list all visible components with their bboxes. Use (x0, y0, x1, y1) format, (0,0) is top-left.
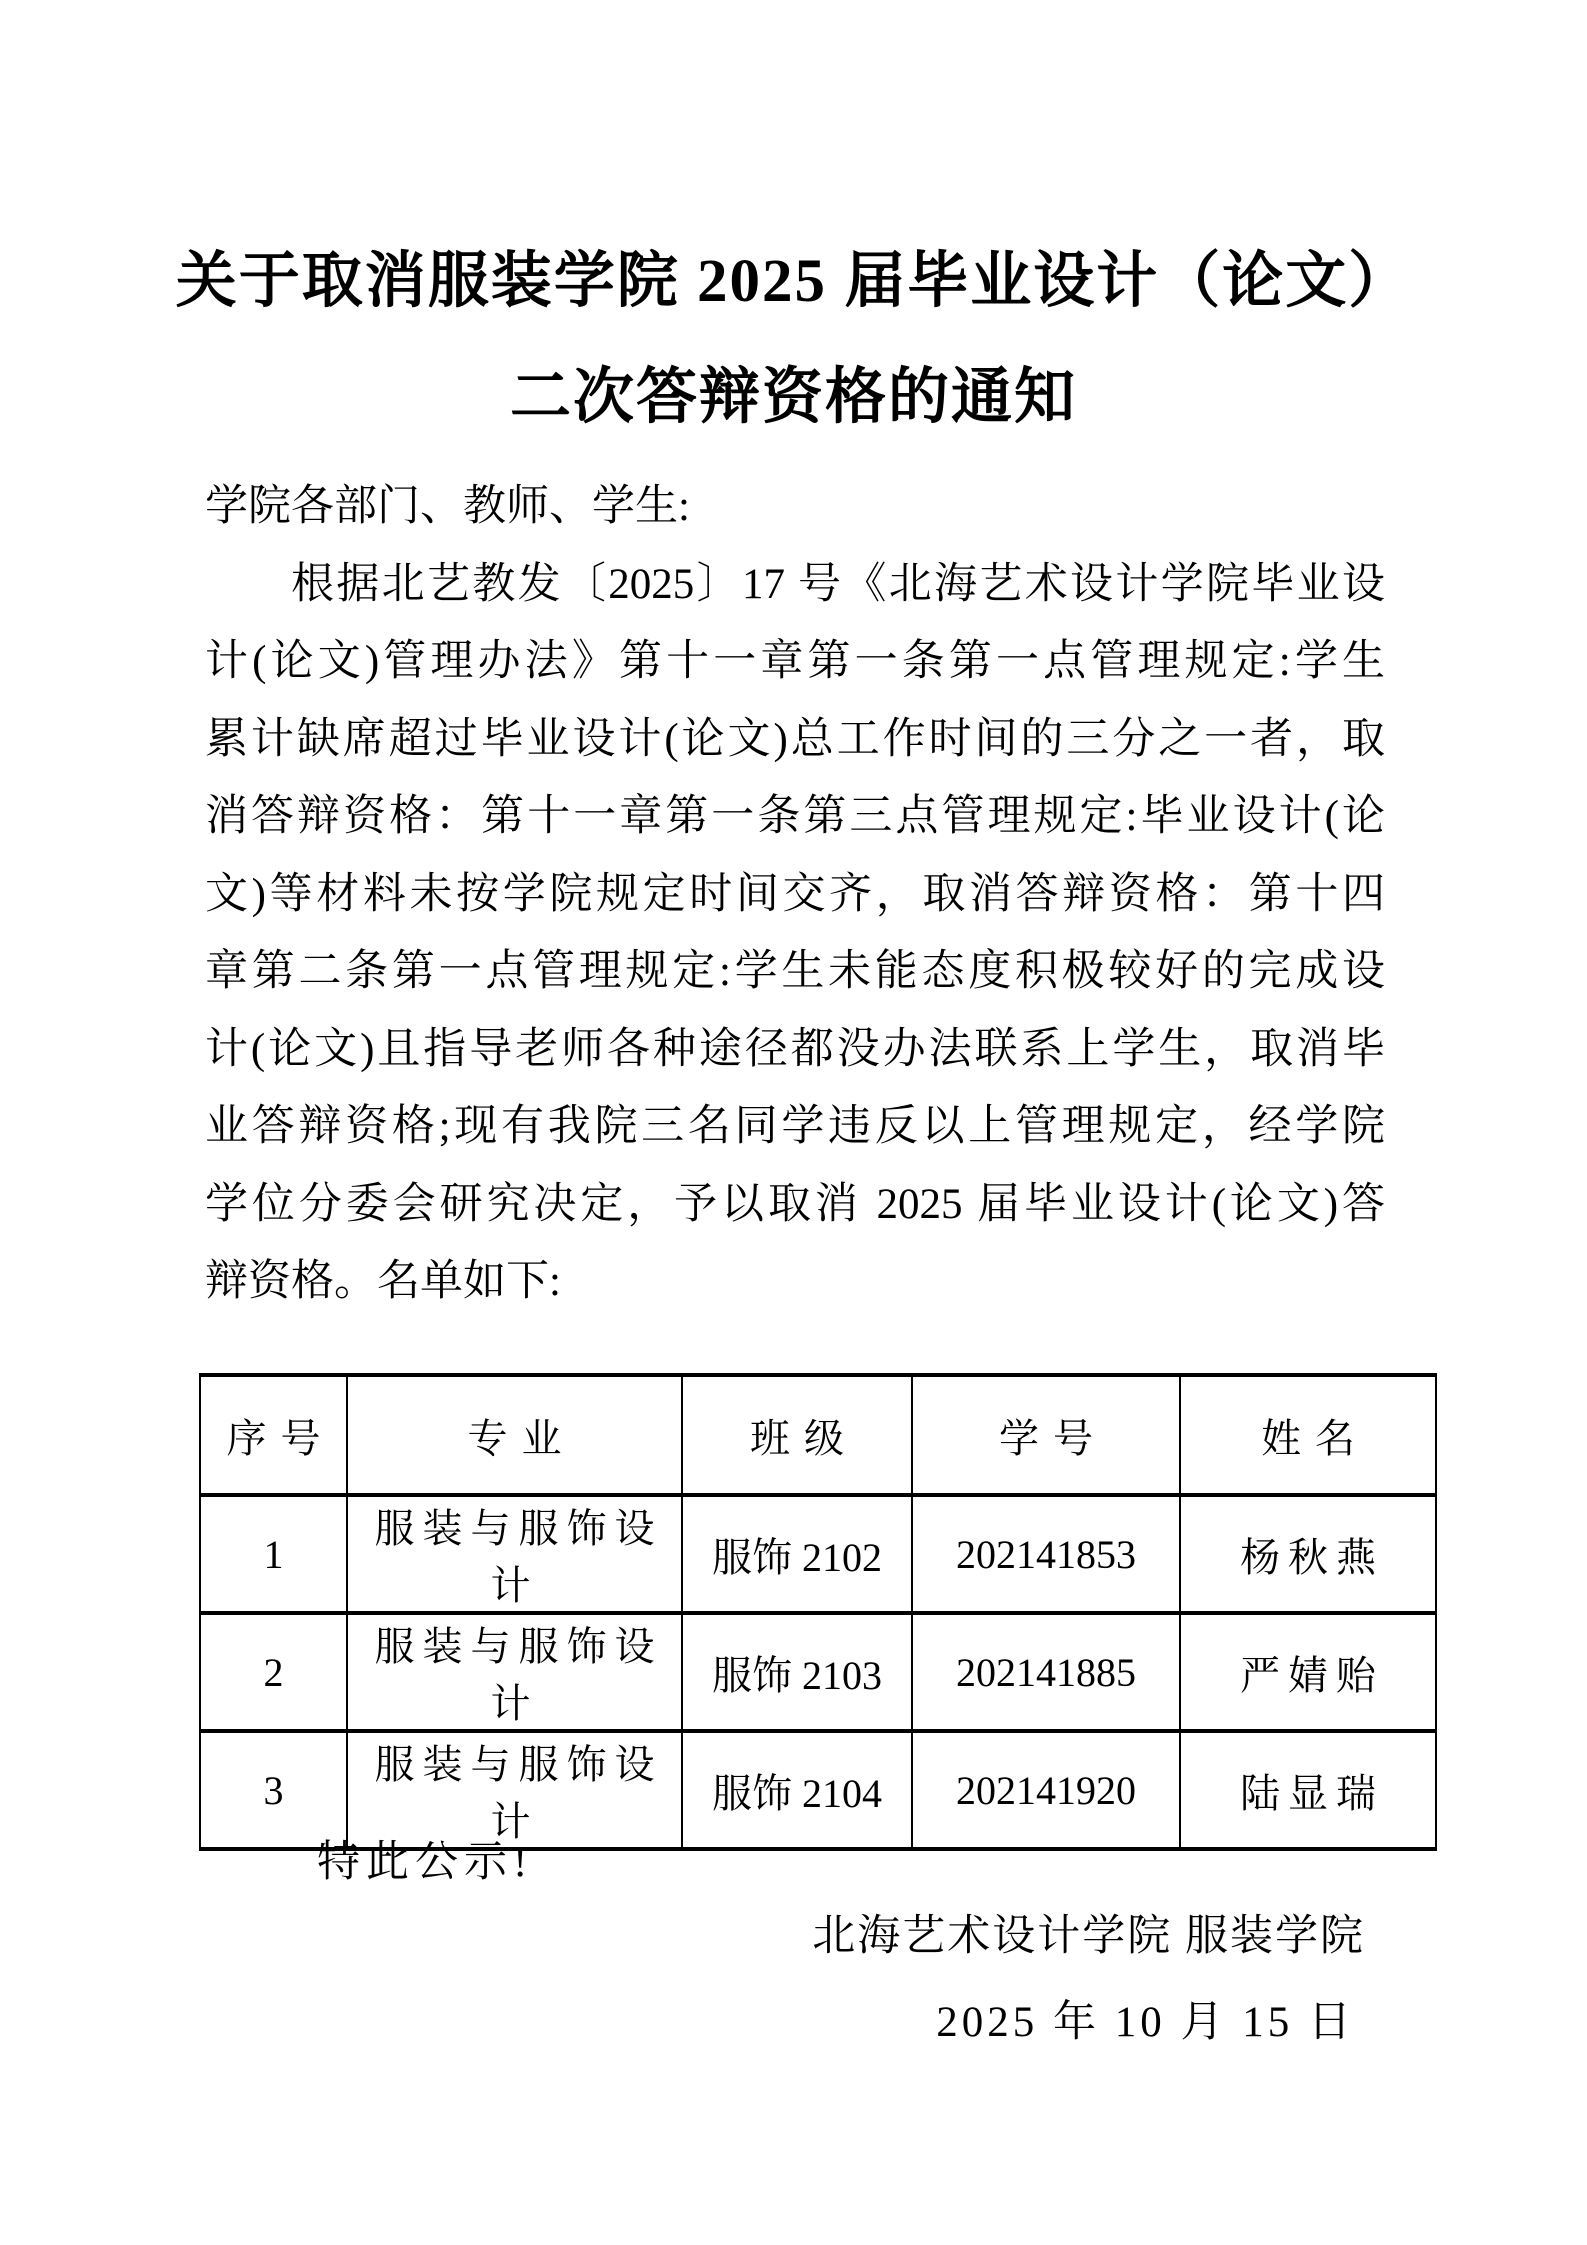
cell-index: 2 (200, 1613, 347, 1731)
header-cell-student-id: 学号 (912, 1375, 1180, 1495)
cell-major: 服装与服饰设计 (347, 1495, 682, 1613)
table-header-row (200, 1375, 1436, 1495)
doc-title-line-1: 关于取消服装学院 2025 届毕业设计（论文） (175, 248, 1412, 315)
closing-statement: 特此公示! (317, 1839, 534, 1886)
cell-name: 陆显瑞 (1180, 1731, 1436, 1849)
body-line-1: 根据北艺教发〔2025〕17 号《北海艺术设计学院毕业设 (291, 560, 1385, 608)
body-line-9: 学位分委会研究决定，予以取消 2025 届毕业设计(论文)答 (205, 1180, 1385, 1228)
cell-class: 服饰 2104 (682, 1731, 912, 1849)
body-line-3: 累计缺席超过毕业设计(论文)总工作时间的三分之一者，取 (205, 715, 1385, 763)
cell-student-id: 202141920 (912, 1731, 1180, 1849)
cell-major: 服装与服饰设计 (347, 1613, 682, 1731)
cell-class: 服饰 2102 (682, 1495, 912, 1613)
cell-class: 服饰 2103 (682, 1613, 912, 1731)
header-cell-major: 专业 (347, 1375, 682, 1495)
body-line-5: 文)等材料未按学院规定时间交齐，取消答辩资格：第十四 (205, 870, 1385, 918)
table-row (200, 1613, 1436, 1731)
body-line-2: 计(论文)管理办法》第十一章第一条第一点管理规定:学生 (205, 638, 1385, 685)
header-cell-name: 姓名 (1180, 1375, 1436, 1495)
cell-name: 严婧贻 (1180, 1613, 1436, 1731)
cell-student-id: 202141885 (912, 1613, 1180, 1731)
body-line-8: 业答辩资格;现有我院三名同学违反以上管理规定，经学院 (205, 1103, 1385, 1150)
cell-student-id: 202141853 (912, 1495, 1180, 1613)
header-cell-index: 序号 (200, 1375, 347, 1495)
body-line-10: 辩资格。名单如下: (205, 1258, 561, 1305)
issue-date: 2025 年 10 月 15 日 (936, 1999, 1355, 2046)
body-line-4: 消答辩资格：第十一章第一条第三点管理规定:毕业设计(论 (205, 793, 1385, 840)
cell-index: 3 (200, 1731, 347, 1849)
salutation-line: 学院各部门、教师、学生: (205, 483, 690, 530)
revoked-students-table (199, 1373, 1437, 1851)
cell-major: 服装与服饰设计 (347, 1731, 682, 1849)
cell-name: 杨秋燕 (1180, 1495, 1436, 1613)
table-row (200, 1495, 1436, 1613)
body-line-6: 章第二条第一点管理规定:学生未能态度积极较好的完成设 (205, 948, 1385, 995)
cell-index: 1 (200, 1495, 347, 1613)
header-cell-class: 班级 (682, 1375, 912, 1495)
doc-title-line-2: 二次答辩资格的通知 (509, 364, 1077, 431)
issuing-department-signature: 北海艺术设计学院 服装学院 (812, 1913, 1365, 1960)
notice-body (205, 468, 1385, 1321)
body-line-7: 计(论文)且指导老师各种途径都没办法联系上学生，取消毕 (205, 1025, 1385, 1073)
